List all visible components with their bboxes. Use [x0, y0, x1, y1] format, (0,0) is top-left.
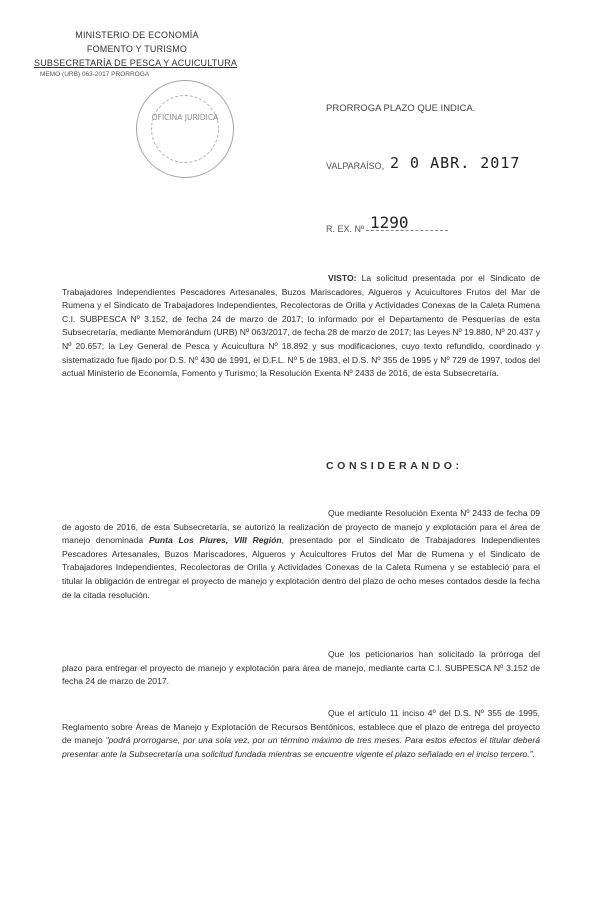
ministry-name: MINISTERIO DE ECONOMÍA: [75, 30, 199, 40]
stamp-inner-ring: [151, 95, 219, 163]
rex-underline: [366, 230, 448, 231]
considerando-p1-text-a: Que mediante Resolución Exenta Nº 2433 de fecha 09 de agosto de 2016, de esta Subsecretaría, se autorizó la realización de proyecto de manejo y explotación para el área de manejo denominada: [62, 508, 540, 546]
visto-lead: VISTO:: [328, 273, 357, 283]
place-label: VALPARAÍSO,: [326, 161, 385, 171]
stamp-label: OFICINA JURIDICA: [151, 113, 219, 122]
considerando-paragraph-2: Que los peticionarios han solicitado la prórroga del plazo para entregar el proyecto de manejo y explotación para área de manejo, mediante carta C.I. SUBPESCA Nº 3.152 de fecha 24 de marzo de 2017.: [62, 649, 540, 687]
ministry-area: FOMENTO Y TURISMO: [86, 44, 188, 54]
considerando-p1-area-name: Punta Los Piures, VIII Región: [148, 535, 282, 546]
document-reference: PRORROGA PLAZO QUE INDICA.: [326, 103, 476, 114]
considerando-p3-quote: "podrá prorrogarse, por una sola vez, por un término máximo de tres meses. Para estos efectos el titular deberá presentar ante la Subsecretaría una solicitud fundada mientras se encuentre vigente el plazo señalado en el inciso tercero.".: [62, 735, 540, 759]
subsecretaria-name: SUBSECRETARÍA DE PESCA Y ACUICULTURA: [34, 58, 238, 68]
visto-text: La solicitud presentada por el Sindicato de Trabajadores Independientes Pescadores Artesanales, Buzos Mariscadores, Algueros y Acuicultores Frutos del Mar de Rumena y el Sindicato de Trabajadores Independientes, Recolectoras de Orilla y Actividades Conexas de la Caleta Rumena C.I. SUBPESCA Nº 3.152, de fecha 24 de marzo de 2017; lo informado por el Departamento de Pesquerías de esta Subsecretaría, mediante Memorándum (URB) Nº 063/2017, de fecha 28 de marzo de 2017; las Leyes Nº 19.880, Nº 20.437 y Nº 20.657; la Ley General de Pesca y Acuicultura Nº 18.892 y sus modificaciones, cuyo texto refundido, coordinado y sistematizado fue fijado por D.S. Nº 430 de 1991, el D.F.L. Nº 5 de 1983, el D.S. Nº 355 de 1995 y Nº 729 de 1997, todos del actual Ministerio de Economía, Fomento y Turismo; la Resolución Exenta Nº 2433 de 2016, de esta Subsecretaría.: [62, 273, 540, 379]
memo-reference: MEMO (URB) 063-2017 PRORROGA: [40, 71, 150, 78]
considerando-p3-text-a: Que el artículo 11 inciso 4º del D.S. Nº 355 de 1995, Reglamento sobre Áreas de Manejo y Explotación de Recursos Bentónicos, establece que el plazo de entrega del proyecto de manejo: [62, 708, 540, 746]
rex-number: 1290: [370, 213, 409, 232]
rex-label: R. EX. Nº: [326, 224, 365, 234]
office-stamp: [136, 80, 234, 178]
considerando-paragraph-3: [62, 707, 540, 761]
visto-paragraph: [62, 272, 540, 381]
considerando-heading: CONSIDERANDO:: [326, 460, 463, 472]
issue-date: 2 0 ABR. 2017: [390, 154, 521, 172]
considerando-paragraph-1: [62, 507, 540, 602]
considerando-p1-text-b: , presentado por el Sindicato de Trabajadores Independientes Pescadores Artesanales, Buzos Mariscadores, Algueros y Acuicultores Frutos del Mar de Rumena y el Sindicato de Trabajadores Independientes, Recolectoras de Orilla y Actividades Conexas de la Caleta Rumena y se estableció para el titular la obligación de entregar el proyecto de manejo y explotación dentro del plazo de ocho meses contados desde la fecha de la citada resolución.: [62, 535, 541, 600]
